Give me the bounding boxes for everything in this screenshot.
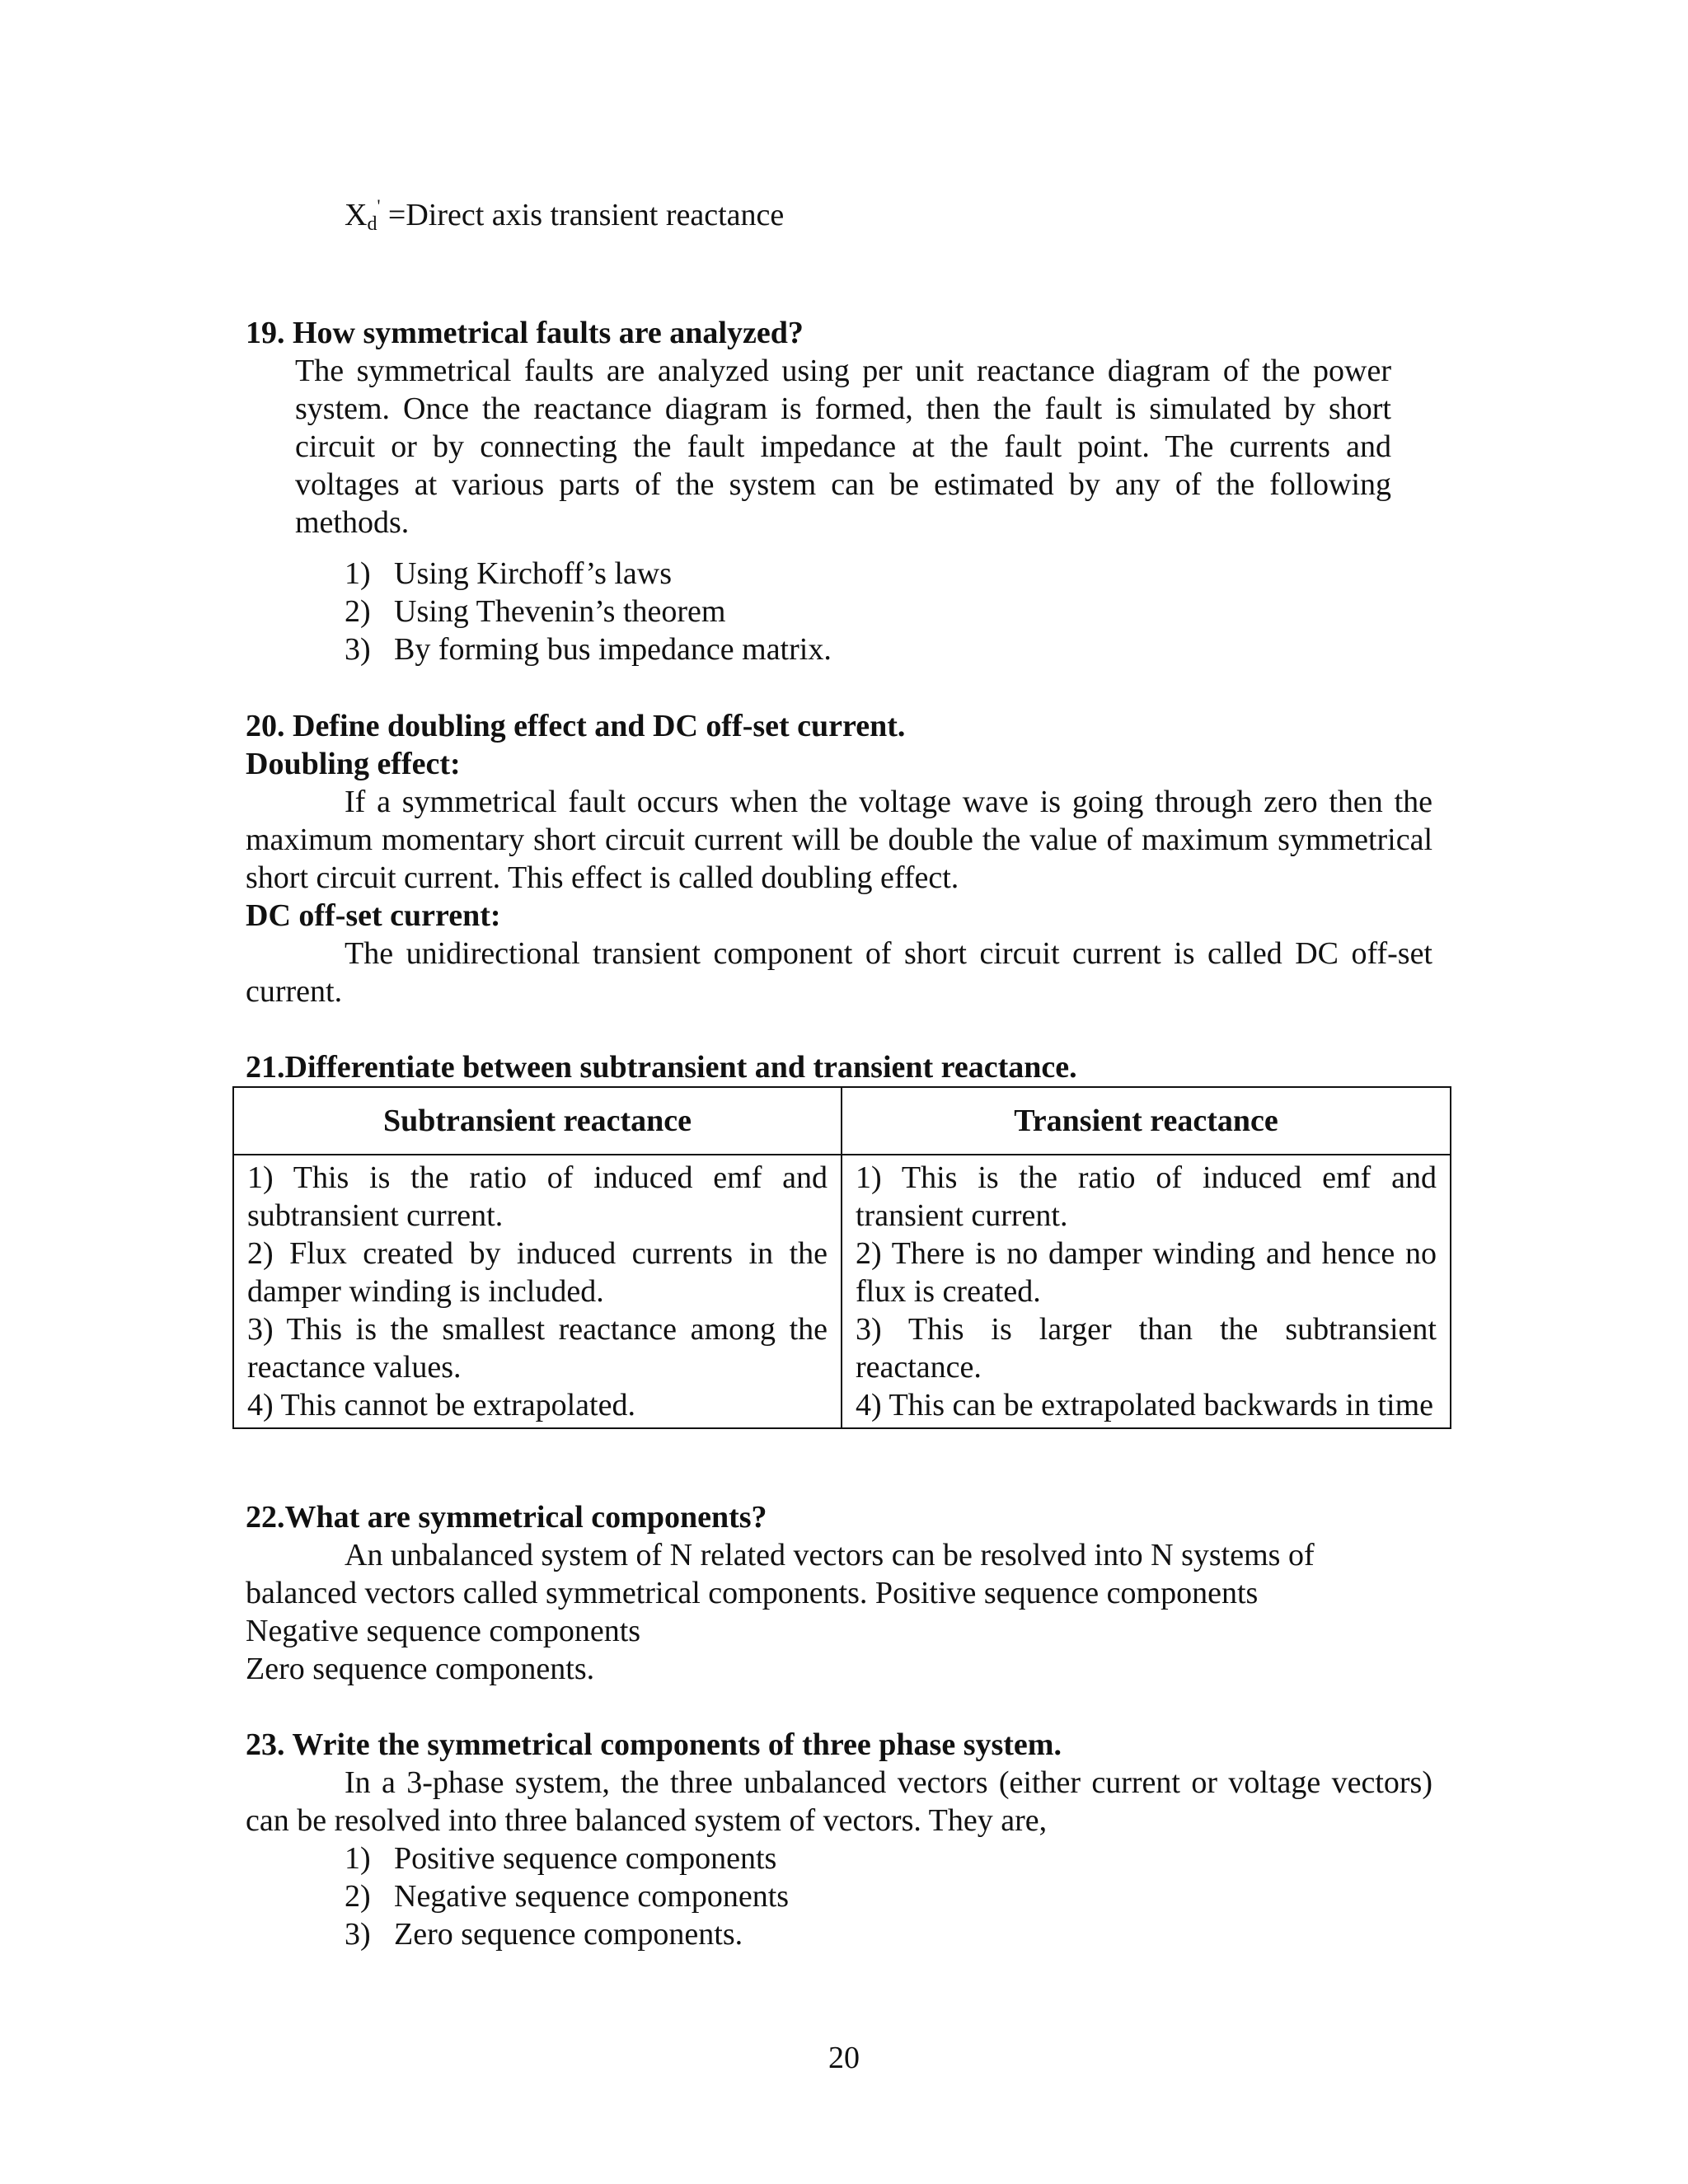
transient-point: 2) There is no damper winding and hence no flux is created. xyxy=(856,1236,1437,1309)
definition-text: =Direct axis transient reactance xyxy=(387,198,785,232)
transient-cell xyxy=(842,1155,1451,1428)
dc-offset-text: The unidirectional transient component of short circuit current is called DC off-set current. xyxy=(246,936,1432,1009)
q19-title: 19. How symmetrical faults are analyzed? xyxy=(246,316,804,350)
list-item: 2) Using Thevenin’s theorem xyxy=(345,594,726,629)
definition-subscript: d xyxy=(367,213,377,235)
subtransient-point: 1) This is the ratio of induced emf and subtransient current. xyxy=(247,1160,828,1233)
transient-point: 1) This is the ratio of induced emf and transient current. xyxy=(856,1160,1437,1233)
dc-offset-heading: DC off-set current: xyxy=(246,898,501,933)
list-item: 3) By forming bus impedance matrix. xyxy=(345,632,832,667)
q22-line1: An unbalanced system of N related vectors can be resolved into N systems of xyxy=(345,1538,1315,1572)
q21-title: 21.Differentiate between subtransient and transient reactance. xyxy=(246,1050,1077,1085)
subtransient-cell xyxy=(233,1155,842,1428)
q22-line3: Negative sequence components xyxy=(246,1614,641,1648)
doubling-effect-heading: Doubling effect: xyxy=(246,747,461,781)
definition-line xyxy=(345,196,784,234)
table-header-subtransient: Subtransient reactance xyxy=(233,1087,842,1155)
q23-paragraph: In a 3-phase system, the three unbalanced vectors (either current or voltage vectors) can be resolved into three balanced system of vectors. They are, xyxy=(246,1765,1432,1838)
table-row xyxy=(233,1155,1451,1428)
q19-paragraph: The symmetrical faults are analyzed using per unit reactance diagram of the power system. Once the reactance diagram is formed, then the fault is simulated by short circuit or by connecting the fault impedance at the fault point. The currents and voltages at various parts of the system can be estimated by any of the following methods. xyxy=(295,354,1391,540)
q22-title: 22.What are symmetrical components? xyxy=(246,1500,767,1535)
transient-point: 4) This can be extrapolated backwards in time xyxy=(856,1388,1433,1422)
list-item: 1) Positive sequence components xyxy=(345,1841,777,1876)
page-number: 20 xyxy=(828,2041,860,2075)
table-header-transient: Transient reactance xyxy=(842,1087,1451,1155)
list-item: 3) Zero sequence components. xyxy=(345,1917,743,1952)
subtransient-point: 4) This cannot be extrapolated. xyxy=(247,1388,635,1422)
subtransient-point: 2) Flux created by induced currents in the damper winding is included. xyxy=(247,1236,828,1309)
doubling-effect-text: If a symmetrical fault occurs when the voltage wave is going through zero then the maximum momentary short circuit current will be double the value of maximum symmetrical short circuit current. This effect is called doubling effect. xyxy=(246,785,1432,895)
q19-methods-list xyxy=(345,555,832,668)
list-item: 2) Negative sequence components xyxy=(345,1879,790,1914)
subtransient-point: 3) This is the smallest reactance among the reactance values. xyxy=(247,1312,828,1385)
q23-title: 23. Write the symmetrical components of three phase system. xyxy=(246,1727,1062,1762)
q22-line2: balanced vectors called symmetrical components. Positive sequence components xyxy=(246,1576,1259,1610)
definition-superscript: ' xyxy=(377,195,381,216)
q20-title: 20. Define doubling effect and DC off-set current. xyxy=(246,709,906,743)
q22-line4: Zero sequence components. xyxy=(246,1652,595,1686)
transient-point: 3) This is larger than the subtransient reactance. xyxy=(856,1312,1437,1385)
definition-symbol: X xyxy=(345,198,368,232)
comparison-table xyxy=(232,1086,1451,1429)
list-item: 1) Using Kirchoff’s laws xyxy=(345,556,673,591)
q23-components-list xyxy=(345,1840,789,1953)
